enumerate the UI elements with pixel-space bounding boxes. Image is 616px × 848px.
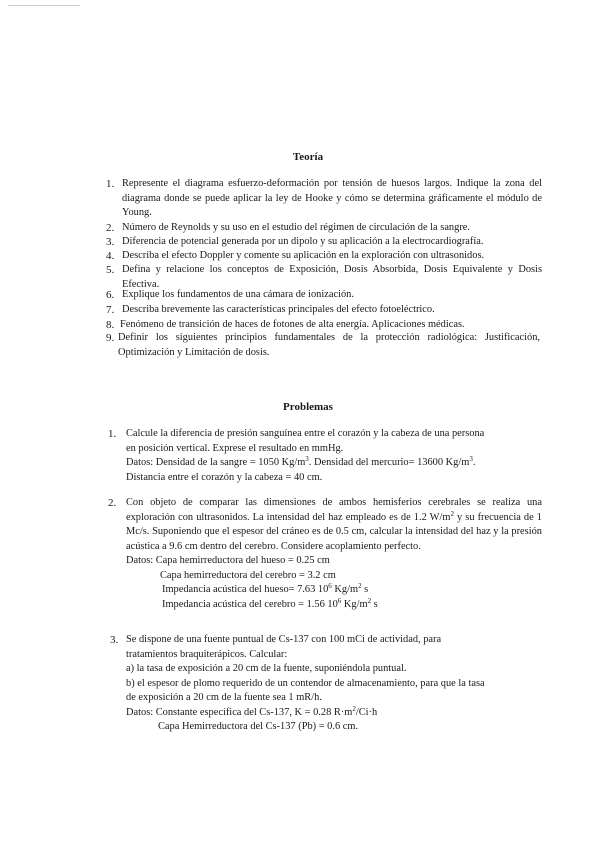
item-text: Fenómeno de transición de haces de fotones de alta energía. Aplicaciones médicas. bbox=[120, 319, 465, 330]
problem-line: Calcule la diferencia de presión sanguínea entre el corazón y la cabeza de una persona bbox=[126, 428, 485, 439]
item-number: 6. bbox=[106, 289, 115, 301]
item-number: 2. bbox=[106, 222, 115, 234]
item-number: 1. bbox=[106, 178, 115, 190]
item-number: 1. bbox=[108, 428, 117, 440]
item-number: 8. bbox=[106, 319, 115, 331]
problem-datos: Impedancia acústica del cerebro = 1.56 $10^6$ $Kg/m^2$ s bbox=[162, 596, 378, 610]
problem-datos: Capa hemirreductora del cerebro = 3.2 cm bbox=[160, 569, 336, 581]
problem-datos: Datos: Constante específica del Cs-137, K = 0.28 $R\cdot m^2/Ci\cdot h$ bbox=[126, 704, 378, 718]
problem-datos: Impedancia acústica del hueso= 7.63 $10^6$ $Kg/m^2$ s bbox=[162, 582, 369, 595]
item-number: 3. bbox=[110, 634, 119, 646]
teoria-title: Teoría bbox=[292, 151, 324, 163]
problem-line: a) la tasa de exposición a 20 cm de la fuente, suponiéndola puntual. bbox=[126, 663, 407, 674]
problem-3 bbox=[110, 633, 542, 735]
problem-2 bbox=[108, 496, 542, 612]
teoria-item-1 bbox=[106, 177, 542, 221]
problem-line: en posición vertical. Exprese el resultado en mmHg. bbox=[126, 442, 344, 454]
item-text: Número de Reynolds y su uso en el estudio del régimen de circulación de la sangre. bbox=[122, 222, 470, 233]
item-text: Definir los siguientes principios fundamentales de la protección radiológica: Justificación, Optimización y Limitación de dosis. bbox=[118, 332, 540, 358]
item-text: Explique los fundamentos de una cámara de ionización. bbox=[122, 289, 354, 300]
teoria-item-6 bbox=[106, 288, 542, 303]
teoria-item-2 bbox=[106, 221, 542, 236]
item-number: 9. bbox=[106, 332, 115, 344]
item-number: 5. bbox=[106, 264, 115, 276]
item-number: 2. bbox=[108, 497, 117, 509]
scan-mark bbox=[8, 5, 80, 6]
item-text: Diferencia de potencial generada por un dipolo y su aplicación a la electrocardiografía. bbox=[122, 236, 484, 247]
problemas-title: Problemas bbox=[283, 401, 333, 413]
problem-line: de exposición a 20 cm de la fuente sea 1 mR/h. bbox=[126, 692, 322, 703]
item-number: 7. bbox=[106, 304, 115, 316]
item-text: Describa brevemente las características principales del efecto fotoeléctrico. bbox=[122, 304, 435, 315]
problem-1 bbox=[108, 427, 542, 485]
teoria-item-3 bbox=[106, 235, 542, 250]
problem-datos: Datos: Capa hemirreductora del hueso = 0.25 cm bbox=[126, 555, 330, 566]
problem-paragraph: Con objeto de comparar las dimensiones de ambos hemisferios cerebrales se realiza una exploración con ultrasonidos. La intensidad del haz empleado es de 1.2 $W/m^2$ y su frecuencia de 1 Mc/s. Suponiendo que el espesor del cráneo es de 0.5 cm, calcular la intensidad del haz y la presión acústica a 9.6 cm dentro del cerebro. Considere acoplamiento perfecto. bbox=[126, 497, 543, 552]
teoria-item-7 bbox=[106, 303, 542, 318]
item-number: 4. bbox=[106, 250, 115, 262]
teoria-item-9 bbox=[106, 331, 540, 360]
teoria-item-4 bbox=[106, 249, 542, 264]
item-text: Describa el efecto Doppler y comente su aplicación en la exploración con ultrasonidos. bbox=[122, 250, 485, 261]
item-text: Defina y relacione los conceptos de Exposición, Dosis Absorbida, Dosis Equivalente y Dosis Efectiva. bbox=[122, 264, 542, 290]
problem-line: b) el espesor de plomo requerido de un contendor de almacenamiento, para que la tasa bbox=[126, 677, 485, 689]
problem-line: tratamientos braquiterápicos. Calcular: bbox=[126, 648, 288, 660]
problem-line: Se dispone de una fuente puntual de Cs-137 con 100 mCi de actividad, para bbox=[126, 634, 442, 645]
item-text: Represente el diagrama esfuerzo-deformación por tensión de huesos largos. Indique la zona del diagrama donde se puede aplicar la ley de Hooke y cómo se determina gráficamente el módulo de Young. bbox=[122, 178, 542, 218]
problem-datos: Capa Hemirreductora del Cs-137 (Pb) = 0.6 cm. bbox=[158, 721, 359, 732]
problem-datos: Datos: Densidad de la sangre = 1050 $Kg/m^3$. Densidad del mercurio= 13600 $Kg/m^3$. bbox=[126, 455, 476, 468]
item-number: 3. bbox=[106, 236, 115, 248]
problem-line: Distancia entre el corazón y la cabeza = 40 cm. bbox=[126, 471, 323, 483]
